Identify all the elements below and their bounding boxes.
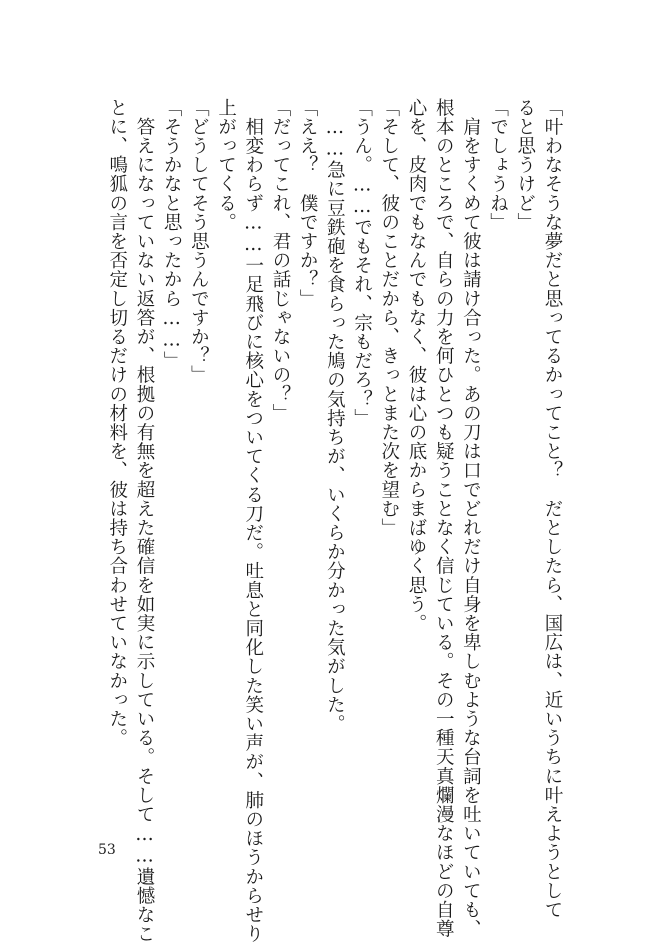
text-line: とに、鳴狐の言を否定し切るだけの材料を、彼は持ち合わせていなかった。	[106, 98, 128, 748]
text-line: 相変わらず……一足飛びに核心をついてくる刀だ。吐息と同化した笑い声が、肺のほうからせり	[242, 98, 264, 943]
text-line: 「そして、彼のことだから、きっとまた次を望む」	[378, 98, 400, 538]
text-line: 答えになっていない返答が、根拠の有無を超えた確信を如実に示している。そして……遺憾なこ	[133, 98, 155, 943]
text-line: 「そうかなと思ったから……」	[161, 98, 183, 371]
page-number: 53	[98, 842, 116, 858]
text-line: 根本のところで、自らの力を何ひとつも疑うことなく信じている。その一種天真爛漫なほどの自尊	[433, 98, 455, 939]
text-line: 「どうしてそう思うんですか？」	[188, 98, 210, 385]
text-line: 「うん。……でもそれ、宗もだろ？」	[351, 98, 373, 428]
text-line: 「ええ？ 僕ですか？」	[297, 98, 319, 309]
text-line: ……急に豆鉄砲を食らった鳩の気持ちが、いくらか分かった気がした。	[324, 98, 346, 734]
text-line: ると思うけど」	[514, 98, 536, 232]
text-line: 肩をすくめて彼は請け合った。あの刀は口でどれだけ自身を卑しむような台詞を吐いていても、	[460, 98, 482, 939]
text-line: 心を、皮肉でもなんでもなく、彼は心の底からまばゆく思う。	[405, 98, 427, 633]
text-line: 「でしょうね」	[487, 98, 509, 232]
text-line: 「だってこれ、君の話じゃないの？」	[269, 98, 291, 423]
text-line: 上がってくる。	[215, 98, 237, 232]
text-line: 「叶わなそうな夢だと思ってるかってこと？ だとしたら、国広は、近いうちに叶えようとして	[542, 98, 563, 920]
